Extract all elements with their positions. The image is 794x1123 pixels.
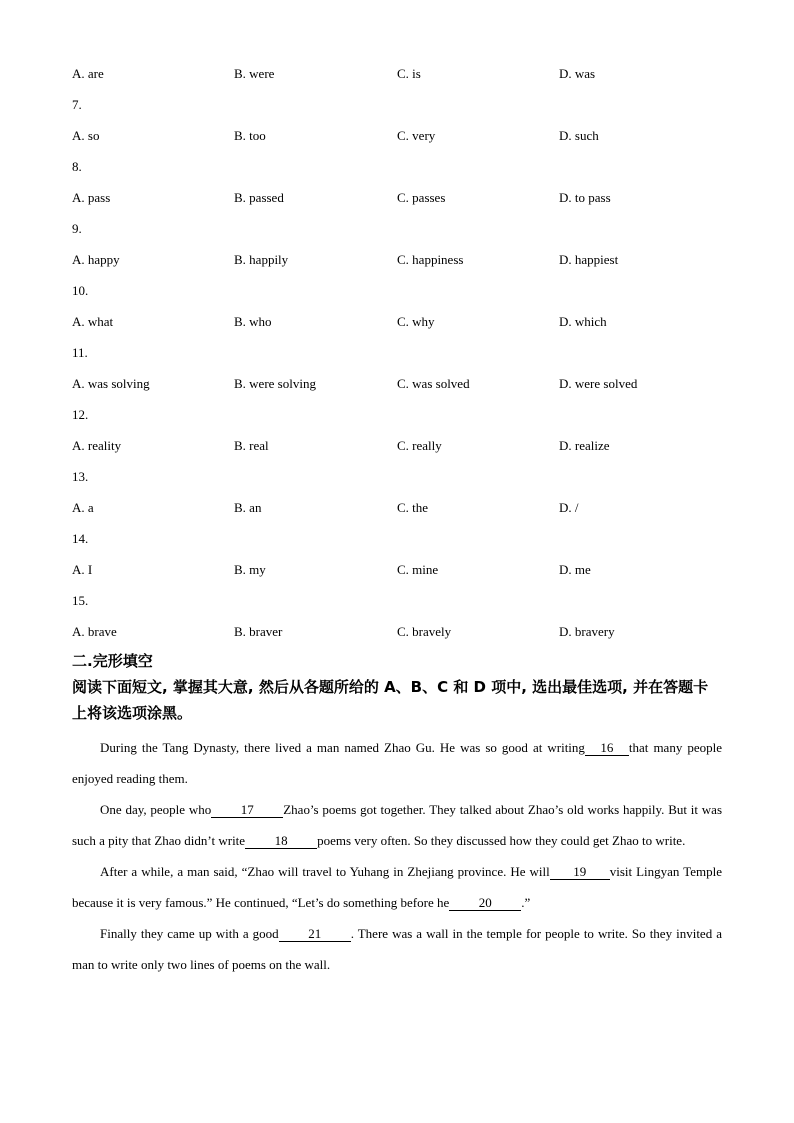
option-b[interactable]: B. who [234,314,272,329]
question-11-number: 11. [72,345,88,360]
option-b[interactable]: B. braver [234,624,283,639]
option-a[interactable]: A. a [72,500,94,515]
passage-paragraph-1 [72,732,722,794]
option-d[interactable]: D. happiest [559,252,619,267]
question-8-options [72,186,722,210]
option-a[interactable]: A. so [72,128,100,143]
option-c[interactable]: C. was solved [397,376,470,391]
passage-text: .” [521,895,531,910]
option-a[interactable]: A. brave [72,624,117,639]
passage-paragraph-4 [72,918,722,980]
option-b[interactable]: B. my [234,562,266,577]
question-15-number: 15. [72,593,89,608]
passage-text: . There was a wall in the temple for people to write. So they invited a man to write only two lines of poems on the wall. [72,926,723,972]
question-11-options [72,372,722,396]
option-b[interactable]: B. an [234,500,262,515]
question-14-options [72,558,722,582]
option-d[interactable]: D. which [559,314,607,329]
option-a[interactable]: A. I [72,562,93,577]
option-a[interactable]: A. was solving [72,376,150,391]
question-13-number: 13. [72,469,89,484]
option-b[interactable]: B. were [234,66,275,81]
option-b[interactable]: B. passed [234,190,284,205]
option-d[interactable]: D. bravery [559,624,615,639]
option-d[interactable]: D. / [559,500,579,515]
passage-paragraph-3 [72,856,722,918]
option-d[interactable]: D. to pass [559,190,611,205]
option-d[interactable]: D. such [559,128,599,143]
question-10-options [72,310,722,334]
question-13-options [72,496,722,520]
blank-21[interactable]: 21 [279,926,351,942]
question-9-number: 9. [72,221,82,236]
passage-text: During the Tang Dynasty, there lived a man named Zhao Gu. He was so good at writing [100,740,585,755]
passage-text: After a while, a man said, “Zhao will travel to Yuhang in Zhejiang province. He will [100,864,550,879]
passage-text: One day, people who [100,802,212,817]
blank-17[interactable]: 17 [211,802,283,818]
question-8-number: 8. [72,159,82,174]
blank-20[interactable]: 20 [449,895,521,911]
option-b[interactable]: B. were solving [234,376,316,391]
option-c[interactable]: C. really [397,438,442,453]
passage-text: Zhao’s poems got together. They talked about Zhao’s old works happily. But it was such a pity that Zhao didn’t write [72,802,723,848]
passage-text: that many people enjoyed reading them. [72,740,722,786]
passage-text: poems very often. So they discussed how they could get Zhao to write. [317,833,686,848]
option-d[interactable]: D. realize [559,438,610,453]
option-c[interactable]: C. why [397,314,435,329]
section-instructions: 阅读下面短文, 掌握其大意, 然后从各题所给的 A、B、C 和 D 项中, 选出最佳选项, 并在答题卡上将该选项涂黑。 [72,678,709,722]
option-d[interactable]: D. were solved [559,376,638,391]
option-c[interactable]: C. very [397,128,436,143]
option-c[interactable]: C. mine [397,562,439,577]
blank-16[interactable]: 16 [585,740,629,756]
passage-text: visit Lingyan Temple because it is very famous.” He continued, “Let’s do something before he [72,864,722,910]
blank-18[interactable]: 18 [245,833,317,849]
option-b[interactable]: B. real [234,438,269,453]
question-12-number: 12. [72,407,89,422]
blank-19[interactable]: 19 [550,864,610,880]
question-10-number: 10. [72,283,89,298]
question-12-options [72,434,722,458]
option-c[interactable]: C. happiness [397,252,464,267]
question-14-number: 14. [72,531,89,546]
option-c[interactable]: C. the [397,500,429,515]
question-7-options [72,124,722,148]
question-15-options [72,620,722,644]
option-a[interactable]: A. what [72,314,114,329]
option-c[interactable]: C. passes [397,190,446,205]
option-d[interactable]: D. was [559,66,596,81]
option-b[interactable]: B. too [234,128,266,143]
section-title: 二.完形填空 [72,652,153,670]
passage-paragraph-2 [72,794,722,856]
option-d[interactable]: D. me [559,562,591,577]
option-c[interactable]: C. bravely [397,624,452,639]
option-a[interactable]: A. are [72,66,104,81]
option-a[interactable]: A. reality [72,438,122,453]
option-c[interactable]: C. is [397,66,421,81]
option-b[interactable]: B. happily [234,252,289,267]
question-7-number: 7. [72,97,82,112]
question-6-options [72,62,722,86]
option-a[interactable]: A. happy [72,252,120,267]
question-9-options [72,248,722,272]
option-a[interactable]: A. pass [72,190,111,205]
passage-text: Finally they came up with a good [100,926,279,941]
exam-page [72,62,722,980]
